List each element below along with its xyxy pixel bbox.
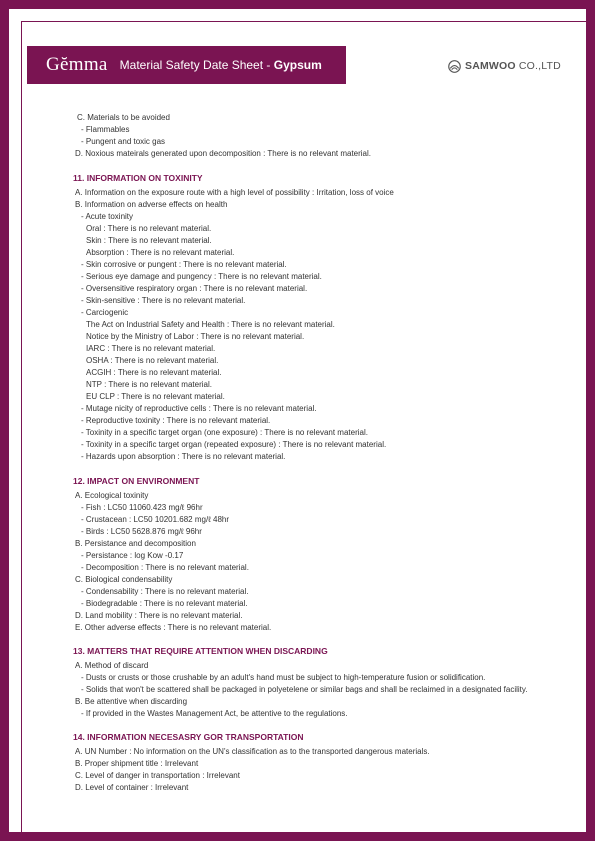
fish-line: - Fish : LC50 11060.423 mg/ℓ 96hr [81,503,203,512]
skin-line: Skin : There is no relevant material. [86,236,212,245]
acute-toxinity: - Acute toxinity [81,212,134,221]
sec12-item-c: C. Biological condensability [75,575,173,584]
sec11-item-b: B. Information on adverse effects on health [75,200,228,209]
skin-corrosive-line: - Skin corrosive or pungent : There is no relevant material. [81,260,287,269]
condensability-line: - Condensability : There is no relevant material. [81,587,249,596]
mutagenicity-line: - Mutage nicity of reproductive cells : There is no relevant material. [81,404,317,413]
sec13-item-a: A. Method of discard [75,661,149,670]
section-13-heading: 13. MATTERS THAT REQUIRE ATTENTION WHEN DISCARDING [73,646,328,656]
sec14-item-a: A. UN Number : No information on the UN's classification as to the transported dangerous materials. [75,747,430,756]
sec12-item-d: D. Land mobility : There is no relevant material. [75,611,243,620]
osha-line: OSHA : There is no relevant material. [86,356,219,365]
respiratory-line: - Oversensitive respiratory organ : There is no relevant material. [81,284,308,293]
persistance-line: - Persistance : log Kow -0.17 [81,551,184,560]
discard-dusts-line: - Dusts or crusts or those crushable by an adult's hand must be subject to high-temperature fusion or solidification. [81,673,486,682]
item-d-noxious: D. Noxious mateirals generated upon decomposition : There is no relevant material. [75,149,372,158]
section-14-heading: 14. INFORMATION NECESASRY GOR TRANSPORTATION [73,732,304,742]
sec11-item-a: A. Information on the exposure route with a high level of possibility : Irritation, loss of voice [75,188,394,197]
absorption-line: Absorption : There is no relevant material. [86,248,235,257]
notice-line: Notice by the Ministry of Labor : There is no relevant material. [86,332,305,341]
hazards-absorption-line: - Hazards upon absorption : There is no relevant material. [81,452,286,461]
item-c-materials-avoided: C. Materials to be avoided [77,113,170,122]
company-name: SAMWOO CO.,LTD [465,60,561,72]
target-one-line: - Toxinity in a specific target organ (one exposure) : There is no relevant material. [81,428,368,437]
sec14-item-d: D. Level of container : Irrelevant [75,783,189,792]
decomposition-line: - Decomposition : There is no relevant material. [81,563,249,572]
crustacean-line: - Crustacean : LC50 10201.682 mg/ℓ 48hr [81,515,230,524]
wastes-act-line: - If provided in the Wastes Management Act, be attentive to the regulations. [81,709,348,718]
target-repeated-line: - Toxinity in a specific target organ (repeated exposure) : There is no relevant material. [81,440,387,449]
sec14-item-c: C. Level of danger in transportation : Irrelevant [75,771,240,780]
eye-damage-line: - Serious eye damage and pungency : There is no relevant material. [81,272,322,281]
sec12-item-e: E. Other adverse effects : There is no relevant material. [75,623,272,632]
sec12-item-a: A. Ecological toxinity [75,491,149,500]
sec14-item-b: B. Proper shipment title : Irrelevant [75,759,199,768]
oral-line: Oral : There is no relevant material. [86,224,212,233]
sec13-item-b: B. Be attentive when discarding [75,697,188,706]
section-11-heading: 11. INFORMATION ON TOXINITY [73,173,203,183]
section-12-heading: 12. IMPACT ON ENVIRONMENT [73,476,200,486]
birds-line: - Birds : LC50 5628.876 mg/ℓ 96hr [81,527,202,536]
discard-solids-line: - Solids that won't be scattered shall be packaged in polyetelene or similar bags and shall be reclaimed in a designated facility. [81,685,528,694]
act-line: The Act on Industrial Safety and Health : There is no relevant material. [86,320,335,329]
ntp-line: NTP : There is no relevant material. [86,380,212,389]
item-pungent-gas: - Pungent and toxic gas [81,137,166,146]
sec12-item-b: B. Persistance and decomposition [75,539,196,548]
brand-name: Gĕmma [46,54,108,75]
item-flammables: - Flammables [81,125,130,134]
carciogenic-line: - Carciogenic [81,308,129,317]
biodegradable-line: - Biodegradable : There is no relevant material. [81,599,248,608]
reproductive-line: - Reproductive toxinity : There is no relevant material. [81,416,271,425]
skin-sensitive-line: - Skin-sensitive : There is no relevant material. [81,296,246,305]
acgih-line: ACGIH : There is no relevant material. [86,368,222,377]
eu-clp-line: EU CLP : There is no relevant material. [86,392,225,401]
iarc-line: IARC : There is no relevant material. [86,344,216,353]
document-title: Material Safety Date Sheet - Gypsum [119,58,322,72]
